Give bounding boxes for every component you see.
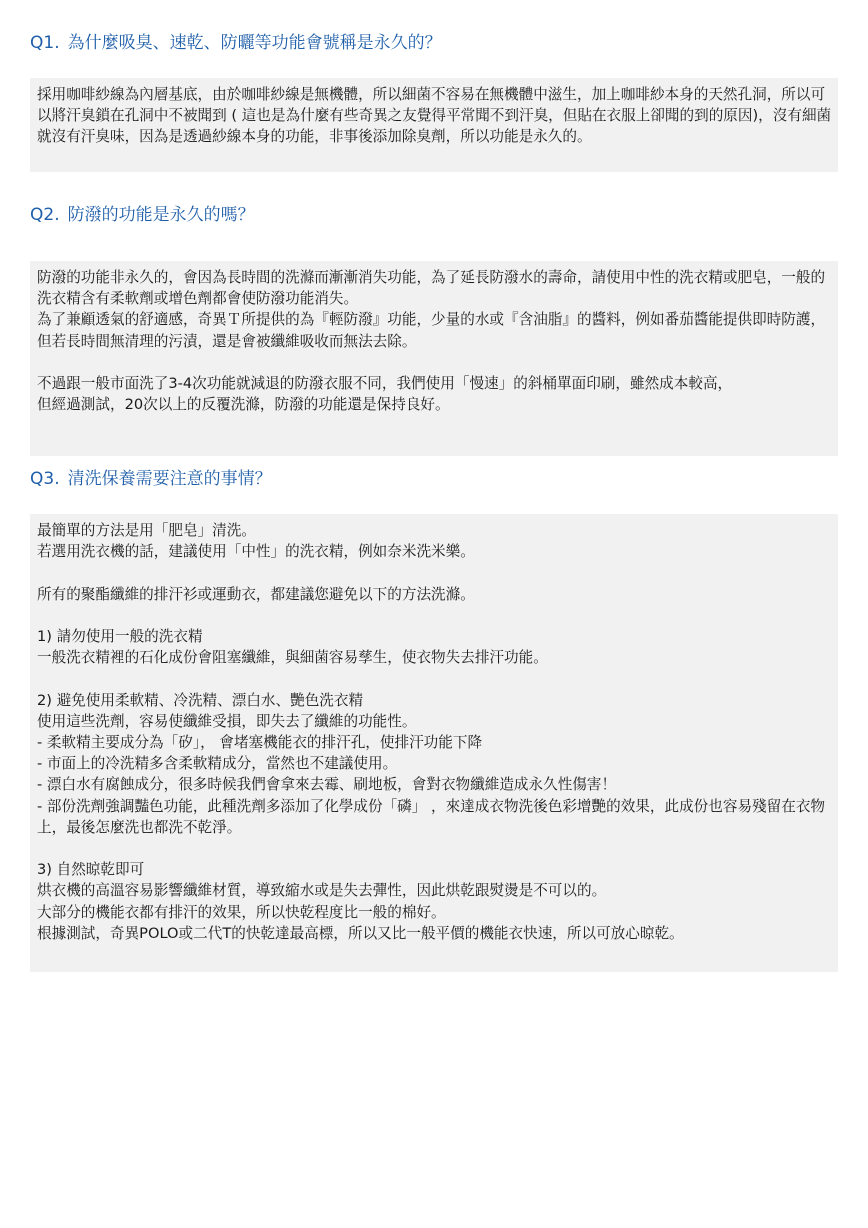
question-heading — [30, 203, 838, 227]
answer-box — [30, 514, 838, 972]
question-heading — [30, 31, 838, 55]
question-text: 清洗保養需要注意的事情？ — [67, 469, 272, 489]
answer-box — [30, 78, 838, 172]
question-number: Q1. — [30, 33, 60, 53]
answer-text: 最簡單的方法是用「肥皂」清洗。 若選用洗衣機的話，建議使用「中性」的洗衣精，例如奈米洗米樂。 所有的聚酯纖維的排汗衫或運動衣，都建議您避免以下的方法洗滌。 1) 請勿使用一般的洗衣精 一般洗衣精裡的石化成份會阻塞纖維，與細菌容易孳生，使衣物失去排汗功能。 2) 避免使用柔軟精、冷洗精、漂白水、艷色洗衣精 使用這些洗劑，容易使纖維受損，即失去了纖維的功能性。 - 柔軟精主要成分為「矽」， 會堵塞機能衣的排汗孔，使排汗功能下降 - 市面上的冷洗精多含柔軟精成分，當然也不建議使用。 - 漂白水有腐蝕成分，很多時候我們會拿來去霉、刷地板，會對衣物纖維造成永久性傷害！ - 部份洗劑強調豔色功能，此種洗劑多添加了化學成份「磷」 ，來達成衣物洗後色彩增艷的效果，此成份也容易殘留在衣物上，最後怎麼洗也都洗不乾淨。 3) 自然晾乾即可 烘衣機的高溫容易影響纖維材質，導致縮水或是失去彈性，因此烘乾跟熨燙是不可以的。 大部分的機能衣都有排汗的效果，所以快乾程度比一般的棉好。 根據測試，奇異POLO或二代T的快乾達最高標，所以又比一般平價的機能衣快速，所以可放心晾乾。 — [37, 522, 826, 942]
question-text: 防潑的功能是永久的嗎？ — [67, 205, 255, 225]
question-text: 為什麼吸臭、速乾、防曬等功能會號稱是永久的？ — [67, 33, 442, 53]
answer-text: 採用咖啡紗線為內層基底，由於咖啡紗線是無機體，所以細菌不容易在無機體中滋生，加上咖啡紗本身的天然孔洞，所以可以將汗臭鎖在孔洞中不被聞到 ( 這也是為什麼有些奇異之友覺得平常聞不到汗臭，但貼在衣服上卻聞的到的原因)，沒有細菌就沒有汗臭味，因為是透過紗線本身的功能，非事後添加除臭劑，所以功能是永久的。 — [37, 86, 832, 146]
faq-item-q2 — [30, 203, 838, 456]
question-number: Q3. — [30, 469, 60, 489]
answer-box — [30, 261, 838, 456]
faq-item-q3 — [30, 467, 838, 972]
question-number: Q2. — [30, 205, 60, 225]
faq-item-q1 — [30, 31, 838, 172]
answer-text: 防潑的功能非永久的，會因為長時間的洗滌而漸漸消失功能，為了延長防潑水的壽命，請使用中性的洗衣精或肥皂，一般的洗衣精含有柔軟劑或增色劑都會使防潑功能消失。 為了兼顧透氣的舒適感，奇異Ｔ所提供的為『輕防潑』功能，少量的水或『含油脂』的醬料，例如番茄醬能提供即時防護，但若長時間無清理的污漬，還是會被纖維吸收而無法去除。 不過跟一般市面洗了3-4次功能就減退的防潑衣服不同，我們使用「慢速」的斜桶單面印刷，雖然成本較高， 但經過測試，20次以上的反覆洗滌，防潑的功能還是保持良好。 — [37, 269, 826, 414]
question-heading — [30, 467, 838, 491]
